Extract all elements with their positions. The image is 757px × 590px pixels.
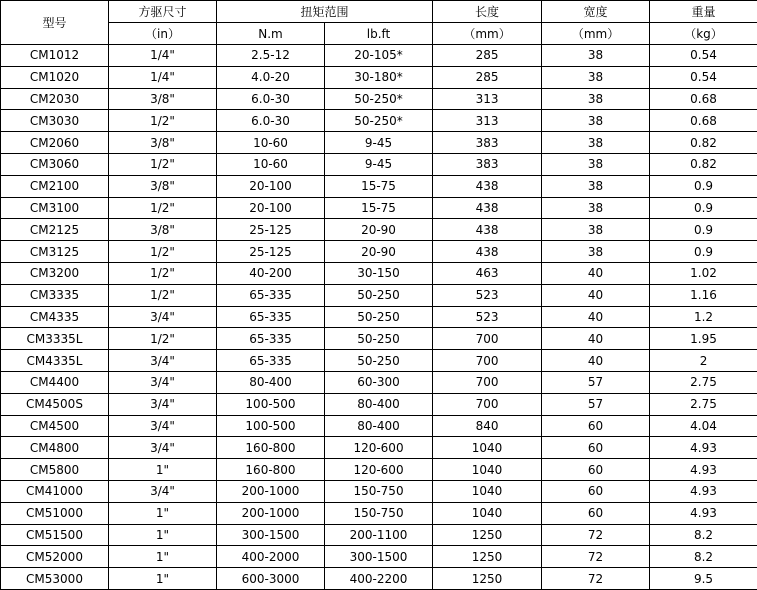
width-cell: 40	[542, 328, 650, 350]
length-cell: 313	[433, 88, 542, 110]
length-cell: 523	[433, 284, 542, 306]
torque-nm-cell: 6.0-30	[217, 88, 325, 110]
table-row	[1, 153, 757, 175]
length-cell: 700	[433, 393, 542, 415]
model-cell: CM53000	[1, 568, 109, 590]
drive-cell: 3/4"	[109, 350, 217, 372]
torque-lbft-cell: 15-75	[325, 197, 433, 219]
table-row	[1, 175, 757, 197]
drive-cell: 1"	[109, 459, 217, 481]
width-cell: 60	[542, 459, 650, 481]
col-header-width: 宽度	[542, 1, 650, 23]
table-row	[1, 480, 757, 502]
model-cell: CM3335	[1, 284, 109, 306]
torque-lbft-cell: 80-400	[325, 393, 433, 415]
model-cell: CM2125	[1, 219, 109, 241]
col-unit-width: （mm）	[542, 23, 650, 45]
table-row	[1, 546, 757, 568]
drive-cell: 1/2"	[109, 262, 217, 284]
table-row	[1, 197, 757, 219]
header-row-2	[1, 23, 757, 45]
table-row	[1, 45, 757, 67]
weight-cell: 1.2	[650, 306, 757, 328]
weight-cell: 0.68	[650, 110, 757, 132]
torque-nm-cell: 10-60	[217, 153, 325, 175]
length-cell: 1040	[433, 459, 542, 481]
length-cell: 438	[433, 175, 542, 197]
drive-cell: 3/4"	[109, 306, 217, 328]
drive-cell: 3/8"	[109, 219, 217, 241]
torque-lbft-cell: 150-750	[325, 480, 433, 502]
model-cell: CM41000	[1, 480, 109, 502]
torque-lbft-cell: 20-90	[325, 219, 433, 241]
model-cell: CM3200	[1, 262, 109, 284]
torque-nm-cell: 65-335	[217, 284, 325, 306]
width-cell: 40	[542, 284, 650, 306]
length-cell: 523	[433, 306, 542, 328]
table-row	[1, 328, 757, 350]
drive-cell: 1/2"	[109, 284, 217, 306]
drive-cell: 1"	[109, 546, 217, 568]
model-cell: CM2100	[1, 175, 109, 197]
width-cell: 38	[542, 45, 650, 67]
drive-cell: 1/2"	[109, 328, 217, 350]
table-row	[1, 110, 757, 132]
length-cell: 1250	[433, 568, 542, 590]
model-cell: CM2030	[1, 88, 109, 110]
torque-nm-cell: 2.5-12	[217, 45, 325, 67]
length-cell: 1250	[433, 546, 542, 568]
model-cell: CM51000	[1, 502, 109, 524]
weight-cell: 4.04	[650, 415, 757, 437]
torque-lbft-cell: 150-750	[325, 502, 433, 524]
torque-nm-cell: 6.0-30	[217, 110, 325, 132]
torque-nm-cell: 80-400	[217, 371, 325, 393]
length-cell: 313	[433, 110, 542, 132]
length-cell: 1040	[433, 502, 542, 524]
torque-lbft-cell: 120-600	[325, 459, 433, 481]
model-cell: CM3030	[1, 110, 109, 132]
width-cell: 38	[542, 110, 650, 132]
length-cell: 700	[433, 350, 542, 372]
weight-cell: 0.82	[650, 132, 757, 154]
width-cell: 38	[542, 241, 650, 263]
table-row	[1, 306, 757, 328]
table-row	[1, 459, 757, 481]
length-cell: 700	[433, 328, 542, 350]
weight-cell: 2.75	[650, 371, 757, 393]
table-row	[1, 437, 757, 459]
length-cell: 463	[433, 262, 542, 284]
width-cell: 60	[542, 502, 650, 524]
col-unit-weight: （kg）	[650, 23, 757, 45]
torque-nm-cell: 25-125	[217, 241, 325, 263]
drive-cell: 1"	[109, 502, 217, 524]
table-row	[1, 393, 757, 415]
model-cell: CM3060	[1, 153, 109, 175]
length-cell: 700	[433, 371, 542, 393]
torque-lbft-cell: 50-250	[325, 284, 433, 306]
drive-cell: 3/8"	[109, 88, 217, 110]
table-body	[1, 45, 757, 590]
width-cell: 57	[542, 371, 650, 393]
torque-nm-cell: 200-1000	[217, 502, 325, 524]
torque-nm-cell: 160-800	[217, 437, 325, 459]
weight-cell: 1.95	[650, 328, 757, 350]
torque-lbft-cell: 50-250	[325, 328, 433, 350]
col-header-drive: 方驱尺寸	[109, 1, 217, 23]
torque-nm-cell: 10-60	[217, 132, 325, 154]
length-cell: 1250	[433, 524, 542, 546]
drive-cell: 1/2"	[109, 241, 217, 263]
drive-cell: 1/2"	[109, 153, 217, 175]
width-cell: 60	[542, 480, 650, 502]
torque-lbft-cell: 60-300	[325, 371, 433, 393]
length-cell: 285	[433, 66, 542, 88]
width-cell: 38	[542, 197, 650, 219]
length-cell: 1040	[433, 480, 542, 502]
weight-cell: 0.68	[650, 88, 757, 110]
torque-nm-cell: 100-500	[217, 393, 325, 415]
weight-cell: 2	[650, 350, 757, 372]
width-cell: 60	[542, 415, 650, 437]
torque-nm-cell: 40-200	[217, 262, 325, 284]
weight-cell: 8.2	[650, 524, 757, 546]
weight-cell: 0.82	[650, 153, 757, 175]
table-row	[1, 88, 757, 110]
width-cell: 38	[542, 175, 650, 197]
model-cell: CM3125	[1, 241, 109, 263]
width-cell: 38	[542, 153, 650, 175]
torque-lbft-cell: 50-250*	[325, 110, 433, 132]
torque-nm-cell: 65-335	[217, 328, 325, 350]
width-cell: 40	[542, 350, 650, 372]
width-cell: 38	[542, 219, 650, 241]
drive-cell: 1"	[109, 568, 217, 590]
col-header-torque: 扭矩范围	[217, 1, 433, 23]
model-cell: CM1020	[1, 66, 109, 88]
table-row	[1, 350, 757, 372]
model-cell: CM4500	[1, 415, 109, 437]
torque-lbft-cell: 9-45	[325, 153, 433, 175]
torque-nm-cell: 200-1000	[217, 480, 325, 502]
drive-cell: 1/4"	[109, 66, 217, 88]
torque-nm-cell: 65-335	[217, 306, 325, 328]
width-cell: 40	[542, 262, 650, 284]
torque-lbft-cell: 30-150	[325, 262, 433, 284]
weight-cell: 0.9	[650, 175, 757, 197]
table-row	[1, 568, 757, 590]
length-cell: 840	[433, 415, 542, 437]
table-row	[1, 371, 757, 393]
length-cell: 438	[433, 197, 542, 219]
model-cell: CM51500	[1, 524, 109, 546]
width-cell: 38	[542, 88, 650, 110]
torque-lbft-cell: 50-250	[325, 350, 433, 372]
weight-cell: 0.9	[650, 197, 757, 219]
weight-cell: 4.93	[650, 437, 757, 459]
width-cell: 72	[542, 546, 650, 568]
torque-nm-cell: 400-2000	[217, 546, 325, 568]
model-cell: CM4335	[1, 306, 109, 328]
length-cell: 285	[433, 45, 542, 67]
torque-lbft-cell: 300-1500	[325, 546, 433, 568]
torque-nm-cell: 20-100	[217, 175, 325, 197]
length-cell: 383	[433, 153, 542, 175]
drive-cell: 3/4"	[109, 415, 217, 437]
torque-lbft-cell: 200-1100	[325, 524, 433, 546]
torque-lbft-cell: 400-2200	[325, 568, 433, 590]
torque-lbft-cell: 120-600	[325, 437, 433, 459]
length-cell: 438	[433, 219, 542, 241]
weight-cell: 4.93	[650, 502, 757, 524]
model-cell: CM4335L	[1, 350, 109, 372]
table-row	[1, 415, 757, 437]
drive-cell: 1/4"	[109, 45, 217, 67]
torque-lbft-cell: 15-75	[325, 175, 433, 197]
col-header-torque-nm: N.m	[217, 23, 325, 45]
weight-cell: 1.02	[650, 262, 757, 284]
torque-lbft-cell: 50-250	[325, 306, 433, 328]
table-row	[1, 284, 757, 306]
length-cell: 383	[433, 132, 542, 154]
torque-nm-cell: 600-3000	[217, 568, 325, 590]
torque-lbft-cell: 80-400	[325, 415, 433, 437]
model-cell: CM3335L	[1, 328, 109, 350]
model-cell: CM1012	[1, 45, 109, 67]
model-cell: CM4400	[1, 371, 109, 393]
table-row	[1, 262, 757, 284]
model-cell: CM5800	[1, 459, 109, 481]
col-unit-drive: （in）	[109, 23, 217, 45]
torque-lbft-cell: 20-90	[325, 241, 433, 263]
weight-cell: 9.5	[650, 568, 757, 590]
torque-nm-cell: 100-500	[217, 415, 325, 437]
torque-lbft-cell: 30-180*	[325, 66, 433, 88]
torque-nm-cell: 65-335	[217, 350, 325, 372]
model-cell: CM52000	[1, 546, 109, 568]
drive-cell: 3/8"	[109, 175, 217, 197]
drive-cell: 3/4"	[109, 393, 217, 415]
torque-lbft-cell: 20-105*	[325, 45, 433, 67]
drive-cell: 3/4"	[109, 371, 217, 393]
drive-cell: 1"	[109, 524, 217, 546]
weight-cell: 4.93	[650, 480, 757, 502]
weight-cell: 0.54	[650, 45, 757, 67]
weight-cell: 2.75	[650, 393, 757, 415]
weight-cell: 1.16	[650, 284, 757, 306]
col-header-model: 型号	[1, 1, 109, 45]
torque-nm-cell: 4.0-20	[217, 66, 325, 88]
weight-cell: 0.54	[650, 66, 757, 88]
col-header-length: 长度	[433, 1, 542, 23]
model-cell: CM2060	[1, 132, 109, 154]
col-header-torque-lbft: lb.ft	[325, 23, 433, 45]
drive-cell: 3/8"	[109, 132, 217, 154]
col-unit-length: （mm）	[433, 23, 542, 45]
table-row	[1, 524, 757, 546]
model-cell: CM3100	[1, 197, 109, 219]
length-cell: 438	[433, 241, 542, 263]
width-cell: 38	[542, 66, 650, 88]
torque-nm-cell: 300-1500	[217, 524, 325, 546]
col-header-weight: 重量	[650, 1, 757, 23]
width-cell: 40	[542, 306, 650, 328]
drive-cell: 1/2"	[109, 197, 217, 219]
table-row	[1, 132, 757, 154]
drive-cell: 3/4"	[109, 480, 217, 502]
width-cell: 72	[542, 524, 650, 546]
drive-cell: 3/4"	[109, 437, 217, 459]
table-row	[1, 219, 757, 241]
weight-cell: 0.9	[650, 241, 757, 263]
drive-cell: 1/2"	[109, 110, 217, 132]
length-cell: 1040	[433, 437, 542, 459]
width-cell: 57	[542, 393, 650, 415]
torque-nm-cell: 20-100	[217, 197, 325, 219]
header-row-1	[1, 1, 757, 23]
torque-nm-cell: 25-125	[217, 219, 325, 241]
torque-lbft-cell: 9-45	[325, 132, 433, 154]
width-cell: 72	[542, 568, 650, 590]
weight-cell: 4.93	[650, 459, 757, 481]
model-cell: CM4800	[1, 437, 109, 459]
width-cell: 38	[542, 132, 650, 154]
width-cell: 60	[542, 437, 650, 459]
torque-nm-cell: 160-800	[217, 459, 325, 481]
torque-lbft-cell: 50-250*	[325, 88, 433, 110]
weight-cell: 8.2	[650, 546, 757, 568]
table-row	[1, 66, 757, 88]
model-cell: CM4500S	[1, 393, 109, 415]
table-row	[1, 241, 757, 263]
table-row	[1, 502, 757, 524]
weight-cell: 0.9	[650, 219, 757, 241]
